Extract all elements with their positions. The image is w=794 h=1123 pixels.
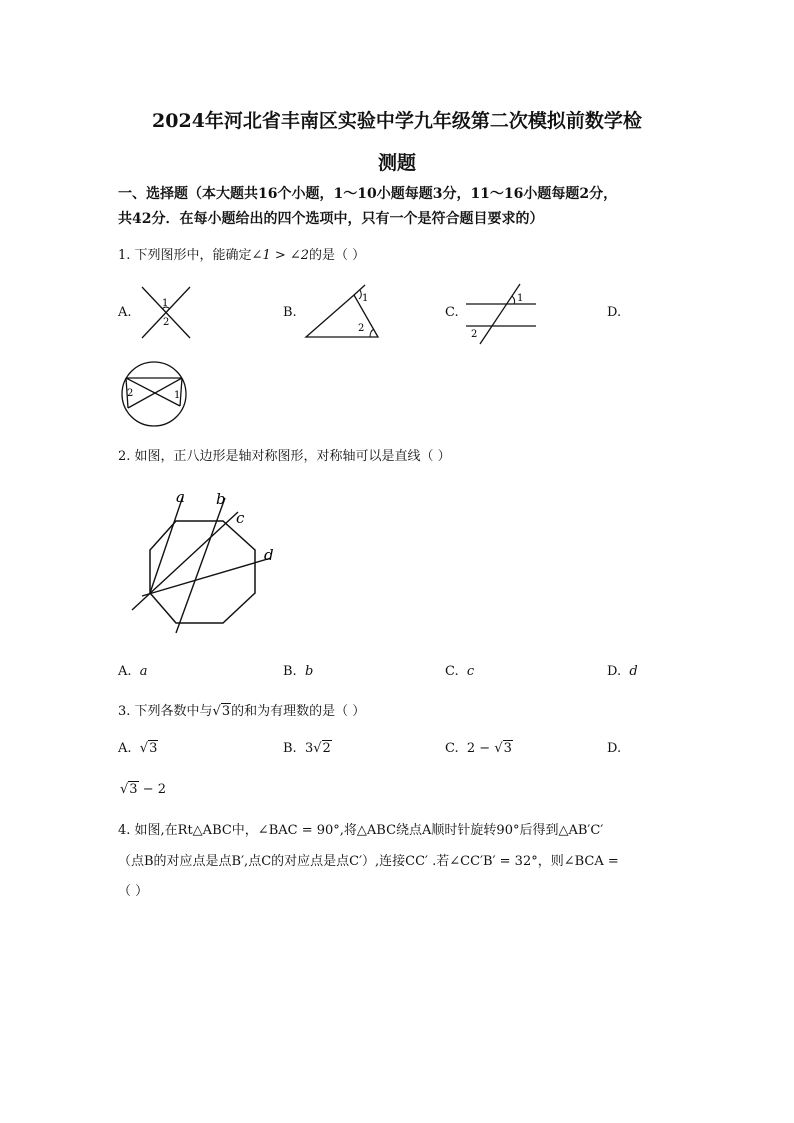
line-d bbox=[142, 558, 271, 596]
q1-figure-a bbox=[140, 283, 192, 341]
q3-option-b-coef: 3 bbox=[304, 741, 314, 756]
q2-option-c[interactable] bbox=[445, 664, 474, 679]
label-a: a bbox=[176, 488, 185, 506]
q3-option-d-sqrt: √3 bbox=[120, 782, 138, 797]
q2-option-d-letter: D. bbox=[607, 664, 622, 679]
q2-option-a[interactable] bbox=[118, 664, 148, 679]
line-c bbox=[132, 512, 238, 610]
question-4-line1: 4. 如图,在Rt△ABC中，∠BAC = 90°,将△ABC绕点A顺时针旋转90°后得到△AB′C′ bbox=[118, 823, 604, 838]
q1-math: ∠1 > ∠2 bbox=[251, 248, 310, 263]
fig-d-chord-1 bbox=[126, 378, 180, 406]
label-b: b bbox=[216, 490, 226, 508]
q1-option-d-letter[interactable]: D. bbox=[607, 305, 622, 320]
label-c: c bbox=[236, 509, 245, 527]
regular-octagon bbox=[150, 521, 255, 623]
section-header-line2: 共42分．在每小题给出的四个选项中，只有一个是符合题目要求的） bbox=[118, 211, 544, 227]
q3-option-b-letter: B. bbox=[283, 741, 297, 756]
q2-option-b[interactable] bbox=[283, 664, 313, 679]
q2-octagon-figure bbox=[128, 488, 288, 640]
q2-option-b-value: b bbox=[304, 664, 314, 679]
question-2-stem: 2. 如图，正八边形是轴对称图形，对称轴可以是直线（ ） bbox=[118, 449, 451, 464]
q3-option-c-lead: 2 − bbox=[466, 741, 495, 756]
q1-text-prefix: 1. 下列图形中，能确定 bbox=[118, 248, 252, 263]
q2-option-d-value: d bbox=[629, 664, 638, 679]
q3-option-a[interactable] bbox=[118, 741, 158, 756]
q1-figure-b bbox=[302, 281, 382, 341]
fig-b-label-2: 2 bbox=[358, 323, 365, 334]
q2-option-d[interactable] bbox=[607, 664, 638, 679]
q2-option-a-letter: A. bbox=[118, 664, 132, 679]
fig-d-label-2: 2 bbox=[127, 388, 134, 399]
q1-option-b-letter[interactable]: B. bbox=[283, 305, 297, 320]
q3-option-c[interactable] bbox=[445, 741, 513, 756]
q3-sqrt: √3 bbox=[212, 704, 231, 719]
q2-option-b-letter: B. bbox=[283, 664, 297, 679]
q3-option-a-value: √3 bbox=[139, 741, 158, 756]
q3-option-d-value[interactable] bbox=[120, 782, 166, 797]
q3-option-b-sqrt: √2 bbox=[313, 741, 331, 756]
question-4-line3: （ ） bbox=[118, 884, 149, 899]
fig-c-transversal bbox=[480, 284, 520, 344]
q3-option-d-tail: − 2 bbox=[138, 782, 167, 797]
fig-c-label-1: 1 bbox=[517, 293, 524, 304]
q2-option-c-letter: C. bbox=[445, 664, 459, 679]
fig-d-label-1: 1 bbox=[174, 390, 181, 401]
section-header-line1: 一、选择题（本大题共16个小题，1～10小题每题3分，11～16小题每题2分， bbox=[118, 186, 618, 202]
q2-option-a-value: a bbox=[139, 664, 148, 679]
fig-c-angle-1-arc bbox=[512, 296, 515, 304]
label-d: d bbox=[264, 546, 274, 564]
page-title-line2: 测题 bbox=[377, 152, 416, 174]
fig-c-label-2: 2 bbox=[471, 329, 478, 340]
q2-option-c-value: c bbox=[466, 664, 475, 679]
fig-a-label-1: 1 bbox=[162, 298, 169, 309]
q3-text-prefix: 3. 下列各数中与 bbox=[118, 704, 213, 719]
q1-text-suffix: 的是（ ） bbox=[309, 248, 366, 263]
fig-b-label-1: 1 bbox=[362, 293, 369, 304]
q1-option-c-letter[interactable]: C. bbox=[445, 305, 459, 320]
page-title-line1: 2024年河北省丰南区实验中学九年级第二次模拟前数学检 bbox=[152, 110, 642, 132]
question-1-stem bbox=[118, 244, 365, 263]
fig-b-angle-1-arc bbox=[359, 290, 361, 299]
q1-figure-d bbox=[118, 358, 192, 430]
q3-option-d-letter[interactable]: D. bbox=[607, 741, 622, 756]
q3-option-c-letter: C. bbox=[445, 741, 459, 756]
fig-a-label-2: 2 bbox=[163, 317, 170, 328]
question-4-line2: （点B的对应点是点B′,点C的对应点是点C′）,连接CC′ .若∠CC′B′ = 32°，则∠BCA = bbox=[118, 854, 619, 869]
q3-option-b[interactable] bbox=[283, 741, 332, 756]
question-3-stem bbox=[118, 700, 365, 719]
q1-option-a-letter[interactable]: A. bbox=[118, 305, 132, 320]
q3-option-a-letter: A. bbox=[118, 741, 132, 756]
q3-option-c-sqrt: √3 bbox=[494, 741, 512, 756]
q3-text-suffix: 的和为有理数的是（ ） bbox=[231, 704, 366, 719]
line-b bbox=[176, 498, 225, 633]
q1-figure-c bbox=[462, 282, 538, 346]
